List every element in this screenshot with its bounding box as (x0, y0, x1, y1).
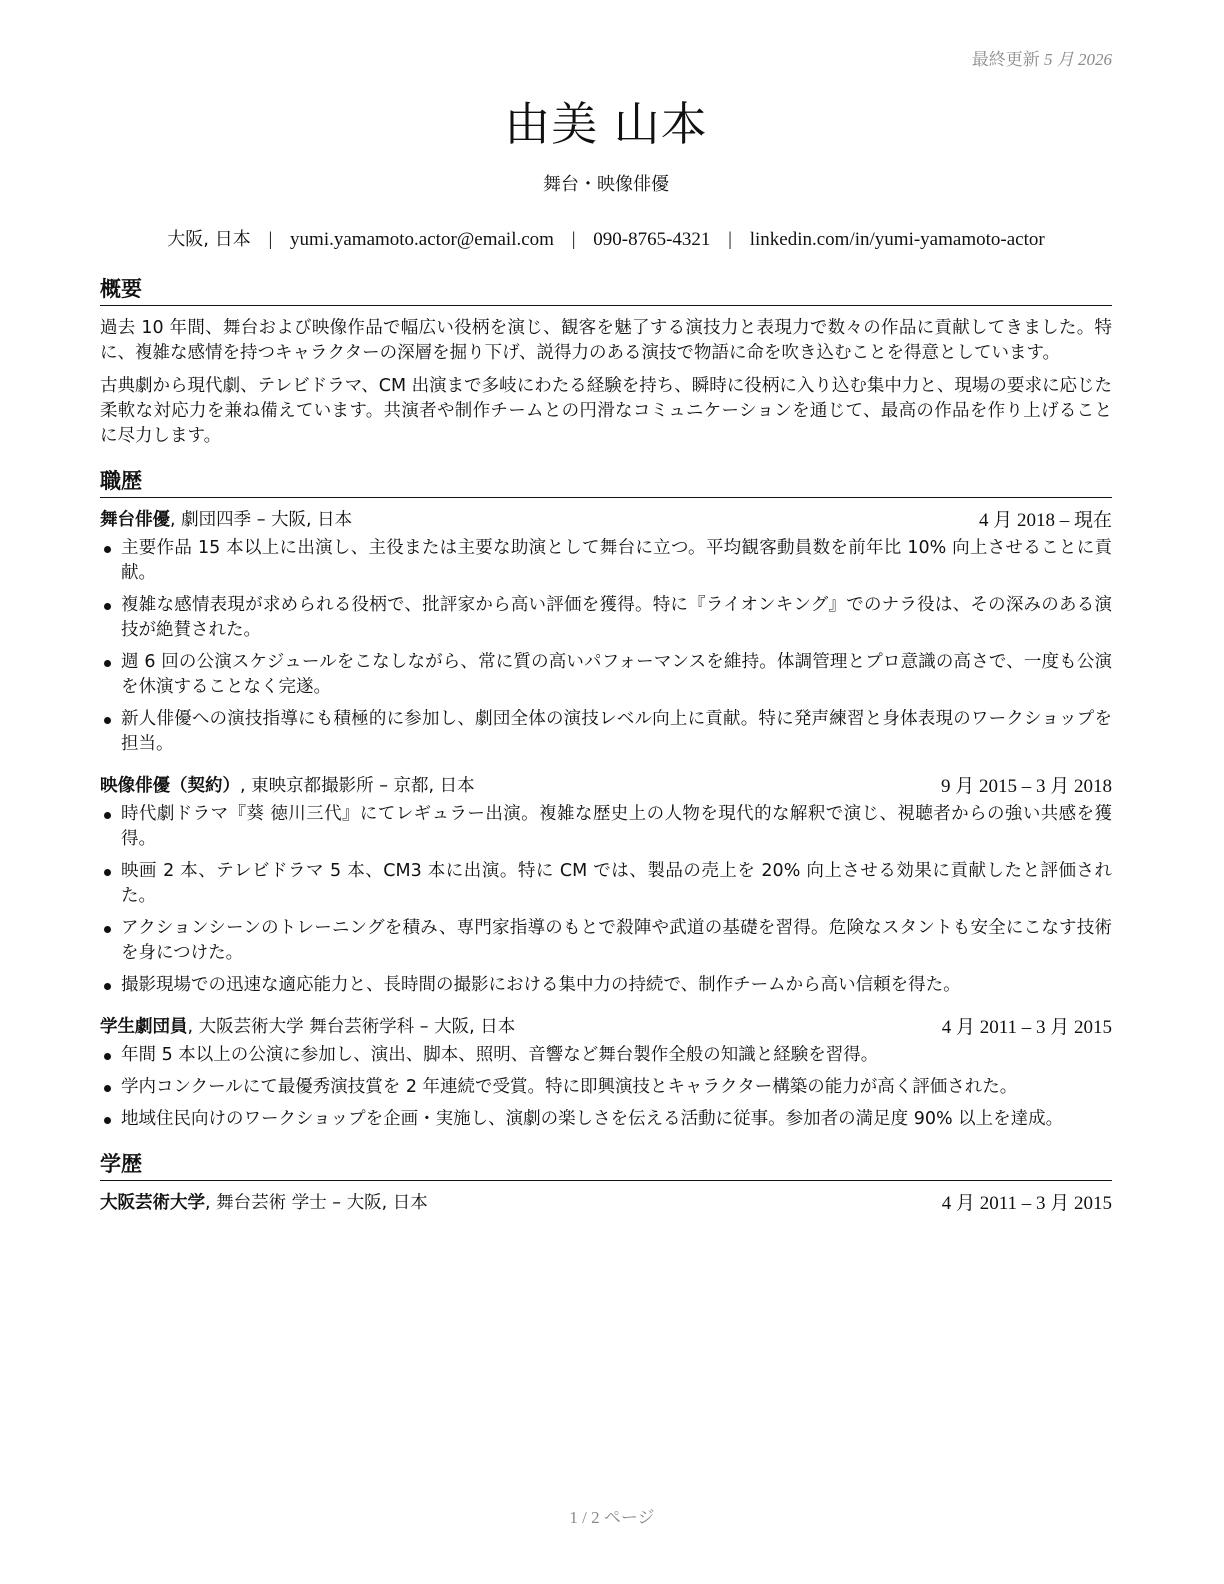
contact-email[interactable]: yumi.yamamoto.actor@email.com (290, 229, 554, 250)
entry-header (100, 1015, 1112, 1040)
bullet-item: 年間 5 本以上の公演に参加し、演出、脚本、照明、音響など舞台製作全般の知識と経験を習得。 (100, 1043, 1112, 1068)
entry-org: , 東映京都撮影所 – 京都, 日本 (240, 776, 475, 796)
entry-org: , 大阪芸術大学 舞台芸術学科 – 大阪, 日本 (187, 1017, 516, 1037)
entry-date: 4 月 2011 – 3 月 2015 (941, 1017, 1112, 1038)
resume-page (100, 0, 1112, 1584)
entry-position (100, 1015, 515, 1040)
entry-title: 映像俳優（契約） (100, 776, 240, 796)
bullet-item: 映画 2 本、テレビドラマ 5 本、CM3 本に出演。特に CM では、製品の売上を 20% 向上させる効果に貢献したと評価された。 (100, 859, 1112, 909)
entry-header (100, 774, 1112, 799)
contact-separator: | (728, 229, 732, 250)
entry-header (100, 1191, 1112, 1216)
entry-position (100, 774, 475, 799)
entry-title: 舞台俳優 (100, 510, 170, 530)
last-updated-date: 5 月 2026 (1044, 50, 1112, 69)
entry-title: 大阪芸術大学 (100, 1193, 205, 1213)
entry-bullets (100, 536, 1112, 757)
bullet-item: 撮影現場での迅速な適応能力と、長時間の撮影における集中力の持続で、制作チームから高い信頼を得た。 (100, 973, 1112, 998)
bullet-item: 週 6 回の公演スケジュールをこなしながら、常に質の高いパフォーマンスを維持。体調管理とプロ意識の高さで、一度も公演を休演することなく完遂。 (100, 650, 1112, 700)
candidate-role: 舞台・映像俳優 (543, 174, 669, 195)
education-section (100, 1150, 1112, 1216)
experience-entry (100, 508, 1112, 757)
education-entry (100, 1191, 1112, 1216)
entry-position (100, 1191, 428, 1216)
entry-bullets (100, 1043, 1112, 1132)
bullet-item: 学内コンクールにて最優秀演技賞を 2 年連続で受賞。特に即興演技とキャラクター構築の能力が高く評価された。 (100, 1075, 1112, 1100)
page-number: 1 / 2 ページ (569, 1508, 655, 1527)
bullet-item: 時代劇ドラマ『葵 徳川三代』にてレギュラー出演。複雑な歴史上の人物を現代的な解釈で演じ、視聴者からの強い共感を獲得。 (100, 802, 1112, 852)
contact-separator: | (571, 229, 576, 250)
summary-paragraph: 古典劇から現代劇、テレビドラマ、CM 出演まで多岐にわたる経験を持ち、瞬時に役柄に入り込む集中力と、現場の要求に応じた柔軟な対応力を兼ね備えています。共演者や制作チームとの円滑なコミュニケーションを通じて、最高の作品を作り上げることに尽力します。 (100, 376, 1112, 446)
section-title-education: 学歴 (100, 1150, 1112, 1181)
last-updated (972, 45, 1112, 70)
entry-bullets (100, 802, 1112, 998)
experience-entry (100, 774, 1112, 998)
entry-header (100, 508, 1112, 533)
contact-line (100, 225, 1112, 251)
entry-date: 4 月 2011 – 3 月 2015 (941, 1193, 1112, 1214)
summary-paragraph: 過去 10 年間、舞台および映像作品で幅広い役柄を演じ、観客を魅了する演技力と表現力で数々の作品に貢献してきました。特に、複雑な感情を持つキャラクターの深層を掘り下げ、説得力のある演技で物語に命を吹き込むことを得意としています。 (100, 318, 1112, 363)
entry-org: , 劇団四季 – 大阪, 日本 (170, 510, 353, 530)
bullet-item: アクションシーンのトレーニングを積み、専門家指導のもとで殺陣や武道の基礎を習得。危険なスタントも安全にこなす技術を身につけた。 (100, 916, 1112, 966)
entry-date: 4 月 2018 – 現在 (978, 510, 1112, 531)
contact-linkedin[interactable]: linkedin.com/in/yumi-yamamoto-actor (749, 229, 1045, 250)
entry-date: 9 月 2015 – 3 月 2018 (940, 776, 1112, 797)
entry-position (100, 508, 352, 533)
experience-entry (100, 1015, 1112, 1132)
entry-title: 学生劇団員 (100, 1017, 188, 1037)
bullet-item: 主要作品 15 本以上に出演し、主役または主要な助演として舞台に立つ。平均観客動員数を前年比 10% 向上させることに貢献。 (100, 536, 1112, 586)
contact-phone[interactable]: 090-8765-4321 (593, 229, 711, 250)
experience-section (100, 467, 1112, 1132)
resume-content (100, 275, 1112, 1234)
bullet-item: 新人俳優への演技指導にも積極的に参加し、劇団全体の演技レベル向上に貢献。特に発声練習と身体表現のワークショップを担当。 (100, 707, 1112, 757)
contact-location: 大阪, 日本 (167, 229, 251, 250)
section-title-summary: 概要 (100, 275, 1112, 306)
bullet-item: 複雑な感情表現が求められる役柄で、批評家から高い評価を獲得。特に『ライオンキング』でのナラ役は、その深みのある演技が絶賛された。 (100, 593, 1112, 643)
candidate-name: 由美 山本 (504, 97, 708, 151)
contact-separator: | (268, 229, 273, 250)
bullet-item: 地域住民向けのワークショップを企画・実施し、演劇の楽しさを伝える活動に従事。参加者の満足度 90% 以上を達成。 (100, 1107, 1112, 1132)
entry-org: , 舞台芸術 学士 – 大阪, 日本 (205, 1193, 428, 1213)
summary-section (100, 275, 1112, 449)
last-updated-label: 最終更新 (971, 50, 1040, 69)
section-title-experience: 職歴 (100, 467, 1112, 498)
